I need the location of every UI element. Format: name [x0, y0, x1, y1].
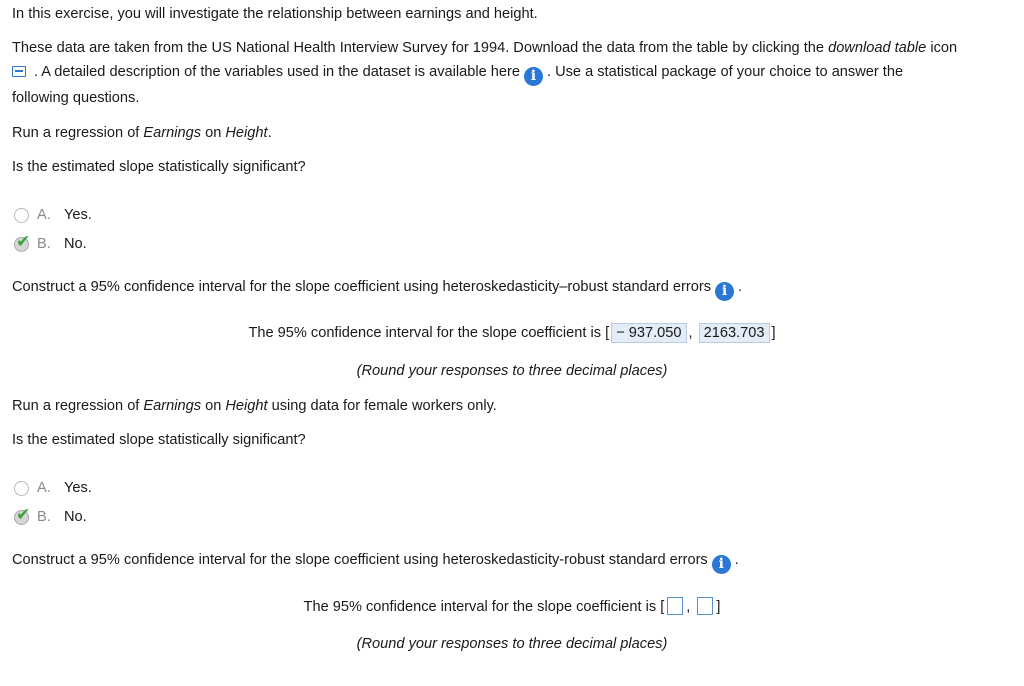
- q2-ci-sentence: The 95% confidence interval for the slope coefficient is [ , ]: [303, 599, 721, 615]
- q1-question: Is the estimated slope statistically significant?: [12, 159, 306, 175]
- radio-button-selected[interactable]: [14, 504, 31, 525]
- q2-option-a[interactable]: A. Yes.: [14, 478, 92, 498]
- q2-run-instruction: Run a regression of Earnings on Height using data for female workers only.: [12, 398, 497, 414]
- q1-ci-high-answer[interactable]: 2163.703: [699, 323, 770, 343]
- q2-ci-low-input[interactable]: [667, 597, 683, 615]
- info-icon[interactable]: i: [524, 67, 543, 86]
- q1-round-note: (Round your responses to three decimal places): [356, 363, 668, 379]
- q1-option-a[interactable]: A. Yes.: [14, 205, 92, 225]
- radio-button[interactable]: [14, 481, 29, 496]
- info-icon[interactable]: i: [712, 555, 731, 574]
- checkmark-icon: ✔: [16, 231, 31, 252]
- description-line-2: . A detailed description of the variables used in the dataset is available here i . Use a statistical package of your choice to answer the: [12, 64, 903, 86]
- description-line-3: following questions.: [12, 90, 140, 106]
- q2-round-note: (Round your responses to three decimal places): [356, 636, 668, 652]
- q1-option-b[interactable]: ✔ B. No.: [16, 231, 87, 252]
- checkmark-icon: ✔: [16, 504, 31, 525]
- q1-ci-prompt: Construct a 95% confidence interval for the slope coefficient using heteroskedasticity–robust standard errors i .: [12, 279, 743, 299]
- q2-question: Is the estimated slope statistically significant?: [12, 432, 306, 448]
- download-table-label: download table: [828, 40, 927, 56]
- info-icon[interactable]: i: [715, 282, 734, 301]
- radio-button[interactable]: [14, 208, 29, 223]
- description-line-1: These data are taken from the US National Health Interview Survey for 1994. Download the data from the table by clicking the download table icon: [12, 40, 958, 56]
- q2-ci-prompt: Construct a 95% confidence interval for the slope coefficient using heteroskedasticity-robust standard errors i .: [12, 552, 739, 572]
- q1-ci-low-answer[interactable]: − 937.050: [611, 323, 686, 343]
- q2-ci-high-input[interactable]: [697, 597, 713, 615]
- q1-ci-sentence: The 95% confidence interval for the slope coefficient is [ − 937.050 , 2163.703 ]: [248, 325, 776, 341]
- radio-button-selected[interactable]: [14, 231, 31, 252]
- download-table-icon[interactable]: [12, 66, 26, 77]
- q1-run-instruction: Run a regression of Earnings on Height.: [12, 125, 272, 141]
- q2-option-b[interactable]: ✔ B. No.: [16, 504, 87, 525]
- intro-text: In this exercise, you will investigate the relationship between earnings and height.: [12, 6, 538, 22]
